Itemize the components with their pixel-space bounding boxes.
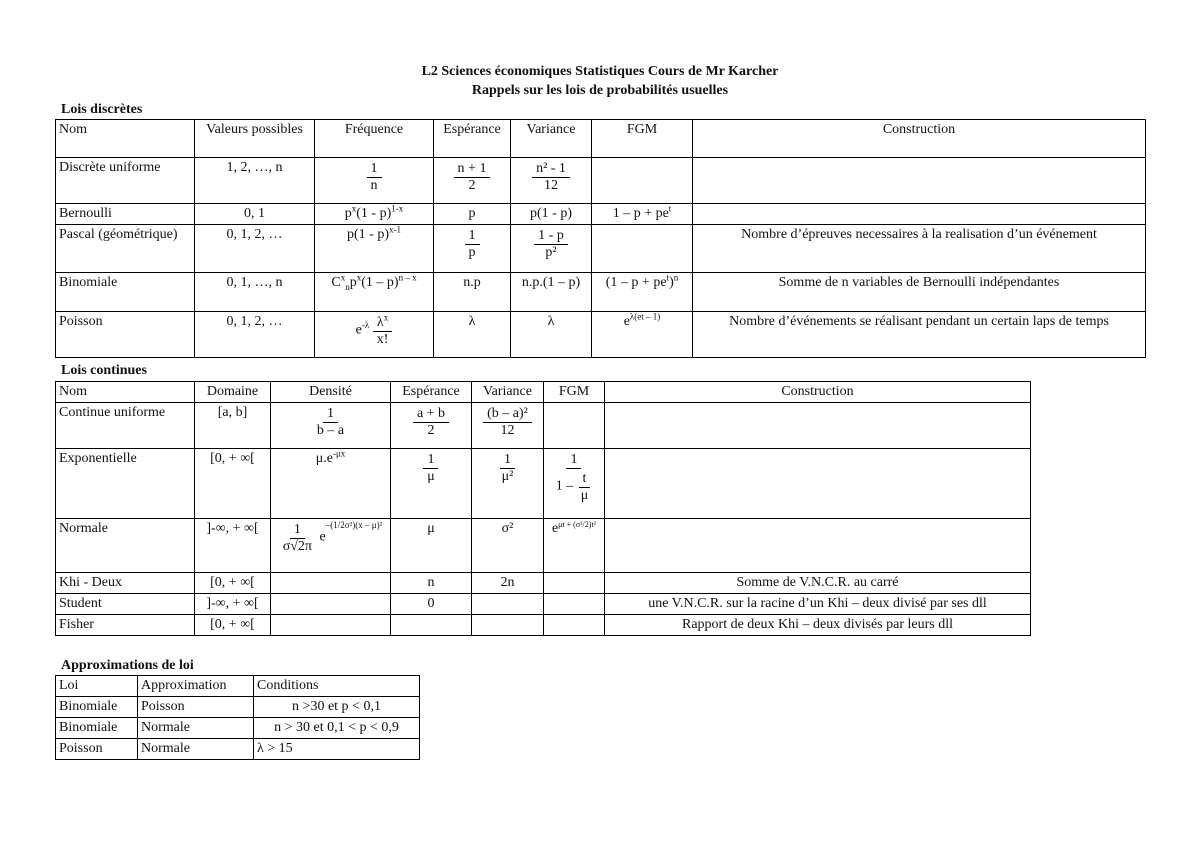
table-row	[56, 594, 1031, 615]
law-fgm: 1 1 – $\frac{t}{\mu}$	[544, 449, 605, 519]
law-name: Exponentielle	[56, 449, 195, 519]
table-row	[56, 225, 1146, 273]
law-values: 1, 2, …, n	[195, 158, 315, 204]
column-header: Variance	[511, 120, 592, 158]
table-row	[56, 449, 1031, 519]
law-construction	[693, 158, 1146, 204]
table-row	[56, 158, 1146, 204]
law-values: 0, 1, …, n	[195, 273, 315, 312]
law-domain: [0, + ∞[	[195, 573, 271, 594]
law-values: 0, 1, 2, …	[195, 225, 315, 273]
column-header: Loi	[56, 676, 138, 697]
continuous-heading: Lois continues	[61, 363, 147, 378]
approx-target: Normale	[138, 739, 254, 760]
law-expectation: μ	[391, 519, 472, 573]
law-variance: $\frac{\text{n² - 1}}{12}$	[511, 158, 592, 204]
column-header: Construction	[605, 382, 1031, 403]
column-header: Conditions	[254, 676, 420, 697]
law-fgm: $e^{\lambda(et - 1)}$	[592, 312, 693, 358]
law-name: Binomiale	[56, 273, 195, 312]
approx-condition: λ > 15	[254, 739, 420, 760]
law-density	[271, 573, 391, 594]
approx-target: Poisson	[138, 697, 254, 718]
table-row	[56, 273, 1146, 312]
law-density: $\frac{1}{\sigma√2\pi}$ e–(1/2σ²)(x – μ)²	[271, 519, 391, 573]
column-header: Espérance	[391, 382, 472, 403]
law-fgm	[592, 225, 693, 273]
table-row	[56, 615, 1031, 636]
column-header: FGM	[544, 382, 605, 403]
law-fgm	[592, 158, 693, 204]
law-variance: $\frac{\text{(b – a)²}}{12}$	[472, 403, 544, 449]
law-variance: $\frac{1 - p}{\text{p²}}$	[511, 225, 592, 273]
law-expectation: n	[391, 573, 472, 594]
law-expectation: $\frac{a + b}{2}$	[391, 403, 472, 449]
law-expectation: $\frac{1}{p}$	[434, 225, 511, 273]
column-header: Densité	[271, 382, 391, 403]
law-construction: une V.N.C.R. sur la racine d’un Khi – deux divisé par ses dll	[605, 594, 1031, 615]
law-density	[271, 615, 391, 636]
law-frequency: $C^x_np^x(1 - p)^{n - x}$	[315, 273, 434, 312]
law-domain: [a, b]	[195, 403, 271, 449]
table-row	[56, 573, 1031, 594]
law-construction	[693, 204, 1146, 225]
law-construction: Nombre d’épreuves necessaires à la realisation d’un événement	[693, 225, 1146, 273]
law-domain: ]-∞, + ∞[	[195, 519, 271, 573]
law-expectation: p	[434, 204, 511, 225]
law-expectation	[391, 615, 472, 636]
approx-condition: n >30 et p < 0,1	[254, 697, 420, 718]
law-construction	[605, 449, 1031, 519]
law-fgm: $(1 - p + pe^t)^n$	[592, 273, 693, 312]
law-density	[271, 594, 391, 615]
law-expectation: λ	[434, 312, 511, 358]
law-frequency: $p^x(1 - p)^{1-x}$	[315, 204, 434, 225]
column-header: Approximation	[138, 676, 254, 697]
column-header: Nom	[56, 382, 195, 403]
column-header: Valeurs possibles	[195, 120, 315, 158]
law-construction: Somme de V.N.C.R. au carré	[605, 573, 1031, 594]
approx-heading: Approximations de loi	[61, 658, 194, 673]
continuous-laws-table	[55, 381, 1031, 636]
approx-target: Normale	[138, 718, 254, 739]
law-variance: λ	[511, 312, 592, 358]
approx-condition: n > 30 et 0,1 < p < 0,9	[254, 718, 420, 739]
law-construction: Rapport de deux Khi – deux divisés par leurs dll	[605, 615, 1031, 636]
law-expectation: 0	[391, 594, 472, 615]
law-name: Student	[56, 594, 195, 615]
law-variance	[472, 615, 544, 636]
law-expectation: $\frac{n + 1}{2}$	[434, 158, 511, 204]
discrete-laws-table	[55, 119, 1146, 358]
approx-law: Binomiale	[56, 697, 138, 718]
law-fgm: $1 - p + pe^t$	[592, 204, 693, 225]
column-header: Construction	[693, 120, 1146, 158]
law-fgm	[544, 403, 605, 449]
document-subtitle: Rappels sur les lois de probabilités usuelles	[471, 83, 729, 98]
law-construction: Somme de n variables de Bernoulli indépendantes	[693, 273, 1146, 312]
law-density: $\frac{1}{b - a}$	[271, 403, 391, 449]
table-row	[56, 403, 1031, 449]
column-header: Domaine	[195, 382, 271, 403]
document-title: L2 Sciences économiques Statistiques Cours de Mr Karcher	[421, 64, 779, 79]
law-name: Pascal (géométrique)	[56, 225, 195, 273]
column-header: Nom	[56, 120, 195, 158]
law-construction	[605, 519, 1031, 573]
law-name: Fisher	[56, 615, 195, 636]
law-variance	[472, 594, 544, 615]
law-variance: σ²	[472, 519, 544, 573]
table-row	[56, 204, 1146, 225]
law-fgm: eμt + (σ²/2)t²	[544, 519, 605, 573]
table-row	[56, 718, 420, 739]
law-domain: [0, + ∞[	[195, 615, 271, 636]
law-fgm	[544, 573, 605, 594]
law-domain: ]-∞, + ∞[	[195, 594, 271, 615]
column-header: Espérance	[434, 120, 511, 158]
column-header: Variance	[472, 382, 544, 403]
law-values: 0, 1	[195, 204, 315, 225]
law-fgm	[544, 615, 605, 636]
law-name: Normale	[56, 519, 195, 573]
law-construction	[605, 403, 1031, 449]
table-row	[56, 312, 1146, 358]
law-name: Discrète uniforme	[56, 158, 195, 204]
column-header: FGM	[592, 120, 693, 158]
law-name: Bernoulli	[56, 204, 195, 225]
table-header-row	[56, 382, 1031, 403]
law-density: $\mu.e^{-\mu x}$	[271, 449, 391, 519]
law-fgm	[544, 594, 605, 615]
approx-law: Poisson	[56, 739, 138, 760]
law-variance: $\frac{1}{\text{μ²}}$	[472, 449, 544, 519]
law-domain: [0, + ∞[	[195, 449, 271, 519]
law-frequency: $e^{-\lambda}$ $\frac{\lambda^x}{x!}$	[315, 312, 434, 358]
approx-law: Binomiale	[56, 718, 138, 739]
discrete-heading: Lois discrètes	[61, 102, 143, 117]
law-name: Continue uniforme	[56, 403, 195, 449]
law-name: Poisson	[56, 312, 195, 358]
approximations-table	[55, 675, 420, 760]
table-header-row	[56, 120, 1146, 158]
table-row	[56, 519, 1031, 573]
law-name: Khi - Deux	[56, 573, 195, 594]
law-variance: n.p.(1 – p)	[511, 273, 592, 312]
table-header-row	[56, 676, 420, 697]
law-construction: Nombre d’événements se réalisant pendant un certain laps de temps	[693, 312, 1146, 358]
law-variance: p(1 - p)	[511, 204, 592, 225]
table-row	[56, 739, 420, 760]
law-values: 0, 1, 2, …	[195, 312, 315, 358]
law-expectation: $\frac{1}{\mu}$	[391, 449, 472, 519]
column-header: Fréquence	[315, 120, 434, 158]
law-variance: 2n	[472, 573, 544, 594]
law-frequency: $\frac{1}{n}$	[315, 158, 434, 204]
law-expectation: n.p	[434, 273, 511, 312]
table-row	[56, 697, 420, 718]
law-frequency: p(1 - p)$^{x-1}$	[315, 225, 434, 273]
